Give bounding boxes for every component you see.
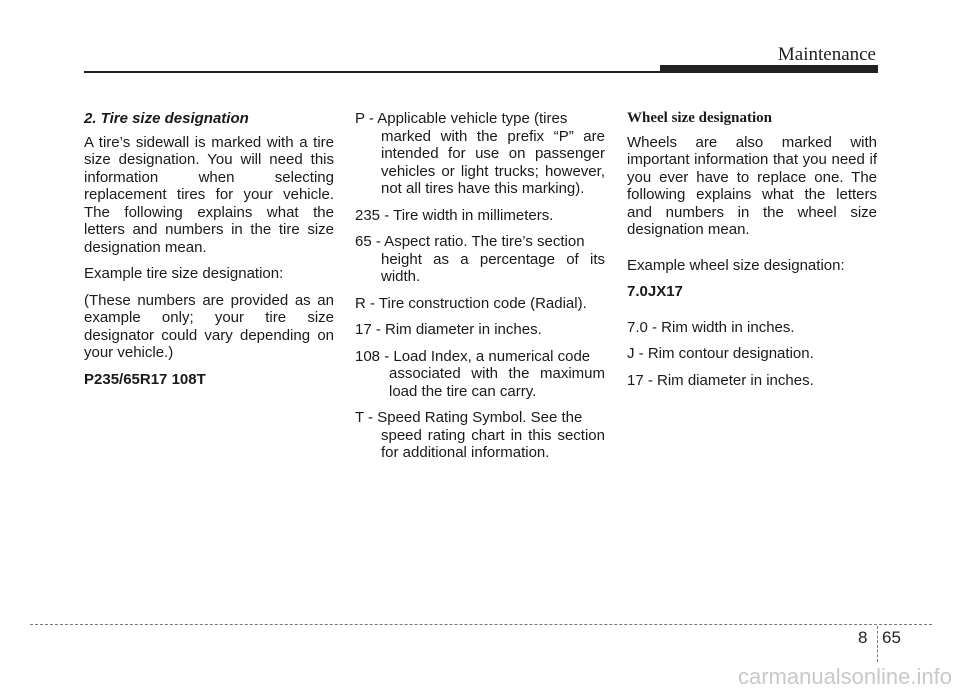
column-tire-size: [84, 110, 334, 397]
column-wheel-size: [627, 110, 877, 398]
definition-term: R - Tire construction code (Radial).: [355, 294, 587, 312]
footer-divider: [877, 626, 878, 662]
definition-item: [355, 348, 605, 401]
watermark: carmanualsonline.info: [737, 664, 952, 689]
definition-term: 108 - Load Index, a numerical code: [355, 347, 591, 365]
column-tire-codes: [355, 110, 605, 471]
paragraph-note: (These numbers are provided as an example only; your tire size designator could vary depending on your vehicle.): [84, 291, 334, 361]
definition-continuation: associated with the maximum load the tire can carry.: [389, 365, 605, 400]
definition-continuation: marked with the prefix “P” are intended for use on passenger vehicles or light trucks; however, not all tires have this marking).: [381, 127, 605, 197]
section-heading: Wheel size designation: [627, 110, 772, 126]
paragraph-example-label: Example tire size designation:: [84, 265, 284, 282]
header-rule: [84, 71, 660, 73]
definition-continuation: speed rating chart in this section for additional information.: [381, 426, 605, 461]
paragraph-example-label: Example wheel size designation:: [627, 256, 845, 274]
definition-item: [355, 295, 605, 313]
example-tire-size: P235/65R17 108T: [84, 370, 206, 388]
definition-item: [355, 409, 605, 462]
definition-item: [355, 207, 605, 225]
definition-term: P - Applicable vehicle type (tires: [355, 110, 568, 127]
definition-continuation: height as a percentage of its width.: [381, 250, 605, 285]
header-rule-accent: [660, 65, 878, 73]
chapter-number: 8: [858, 628, 868, 647]
definition-term: 65 - Aspect ratio. The tire’s section: [355, 233, 585, 250]
definition-term: 17 - Rim diameter in inches.: [355, 321, 542, 338]
definition-term: 235 - Tire width in millimeters.: [355, 206, 554, 224]
definition-item: [355, 233, 605, 286]
example-wheel-size: 7.0JX17: [627, 283, 683, 300]
footer-rule: [30, 624, 932, 625]
list-item: 17 - Rim diameter in inches.: [627, 371, 814, 389]
page-header-title: Maintenance: [777, 44, 876, 65]
paragraph-intro: A tire’s sidewall is marked with a tire size designation. You will need this information when selecting replacement tires for your vehicle. The following explains what the letters and numbers in the tire size designation mean.: [84, 133, 334, 256]
list-item: 7.0 - Rim width in inches.: [627, 318, 795, 336]
section-title: 2. Tire size designation: [84, 110, 249, 127]
list-item: J - Rim contour designation.: [627, 345, 814, 362]
definition-term: T - Speed Rating Symbol. See the: [355, 409, 583, 426]
definition-item: [355, 321, 605, 339]
paragraph-intro: Wheels are also marked with important information that you need if you ever have to replace one. The following explains what the letters and numbers in the wheel size designation mean.: [627, 133, 877, 238]
definition-item: [355, 110, 605, 198]
page-number: 65: [882, 628, 901, 647]
